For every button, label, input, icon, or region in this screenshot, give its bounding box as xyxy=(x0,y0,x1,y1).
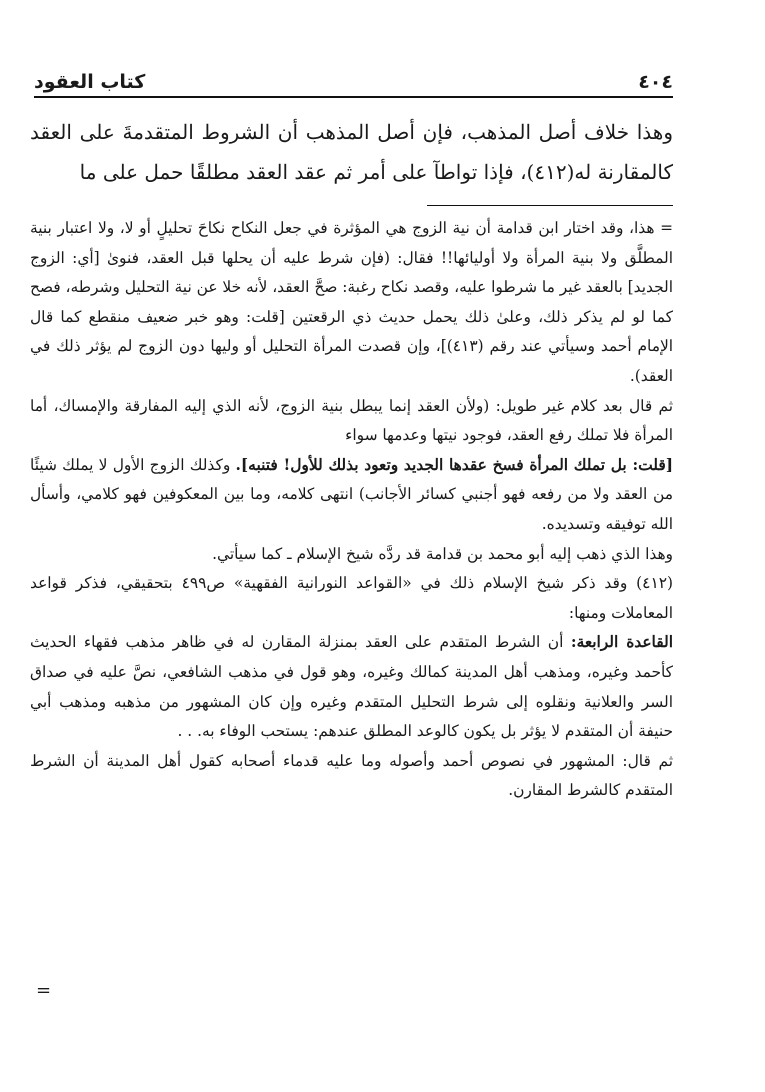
page-number: ٤٠٤ xyxy=(638,71,673,93)
page-header xyxy=(34,66,673,98)
footnote-paragraph xyxy=(30,392,673,540)
footnote-412: (٤١٢) وقد ذكر شيخ الإسلام ذلك في «القواعد النورانية الفقهية» ص٤٩٩ بتحقيقي، فذكر قواعد المعاملات ومنها: xyxy=(30,574,673,622)
main-text xyxy=(30,112,673,192)
author-comment: [قلت: بل تملك المرأة فسخ عقدها الجديد وتعود بذلك للأول! فتنبه]. xyxy=(235,455,673,474)
footnote-text: ثم قال بعد كلام غير طويل: (ولأن العقد إنما يبطل بنية الزوج، لأنه الذي إليه المفارقة والإمساك، أما المرأة فلا تملك رفع العقد، فوجود نيتها وعدمها سواء xyxy=(30,396,673,445)
continuation-mark: = xyxy=(36,980,52,1001)
footnote-continued: = هذا، وقد اختار ابن قدامة أن نية الزوج هي المؤثرة في جعل النكاح نكاحَ تحليلٍ أو لا، ولا اعتبار بنية المطلَّق ولا بنية المرأة ولا أوليائها!! فقال: (فإن شرط عليه أن يحلها قبل العقد، فنوىٰ [أي: الزوج الجديد] بالعقد غير ما شرطوا عليه، وقصد نكاح رغبة: صحَّ العقد، لأنه خلا عن نية التحليل وشرطه، فصح كما لو لم يذكر ذلك، وعلىٰ ذلك يحمل حديث ذي الرقعتين [قلت: وهو خبر ضعيف منقطع كما قال الإمام أحمد وسيأتي عند رقم (٤١٣)]، وإن قصدت المرأة التحليل أو وليها دون الزوج لم يؤثر ذلك في العقد). xyxy=(30,219,673,385)
rule-heading: القاعدة الرابعة: xyxy=(570,633,673,652)
footnote-text: وكذلك الزوج الأول لا يملك شيئًا من العقد ولا من رفعه فهو أجنبي كسائر الأجانب) انتهى كلامه، وما بين المعكوفين فهو كلامي، وأسأل الله توفيقه وتسديده. xyxy=(30,455,673,533)
footnote-paragraph: وهذا الذي ذهب إليه أبو محمد بن قدامة قد ردَّه شيخ الإسلام ـ كما سيأتي. xyxy=(212,544,673,563)
footnote-paragraph: ثم قال: المشهور في نصوص أحمد وأصوله وما عليه قدماء أصحابه كقول أهل المدينة أن الشرط المتقدم كالشرط المقارن. xyxy=(30,751,673,800)
footnote-separator xyxy=(427,205,673,206)
footnotes xyxy=(30,214,673,806)
book-title: كتاب العقود xyxy=(34,71,146,93)
rule-text: أن الشرط المتقدم على العقد بمنزلة المقارن له في ظاهر مذهب فقهاء الحديث كأحمد وغيره، ومذهب أهل المدينة كمالك وغيره، وهو قول في مذهب الشافعي، نصَّ عليه في صداق السر والعلانية ونقلوه إلى شرط التحليل المتقدم وغيره وإن كان المشهور من مذهبه ومذهب أبي حنيفة أن المتقدم لا يؤثر بل يكون كالوعد المطلق عندهم: يستحب الوفاء به. . . xyxy=(30,633,673,741)
main-paragraph: وهذا خلاف أصل المذهب، فإن أصل المذهب أن الشروط المتقدمةَ على العقد كالمقارنة له(٤١٢)، فإذا تواطآ على أمر ثم عقد العقد مطلقًا حمل على ما xyxy=(30,120,673,184)
footnote-rule xyxy=(30,628,673,746)
